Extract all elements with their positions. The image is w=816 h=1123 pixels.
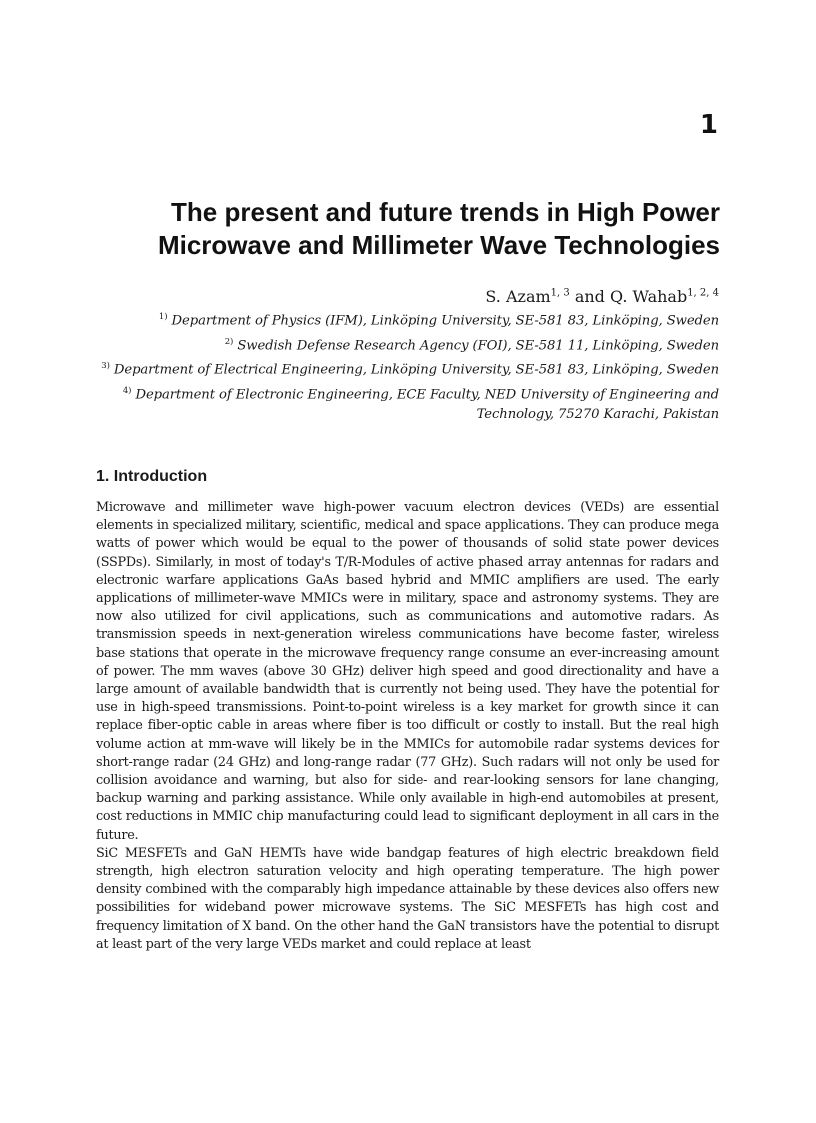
author-line <box>485 287 719 306</box>
author-name: Q. Wahab <box>610 287 688 306</box>
affiliation-text: Swedish Defense Research Agency (FOI), SE-581 11, Linköping, Sweden <box>237 337 719 353</box>
affiliations <box>96 307 719 426</box>
paragraph: SiC MESFETs and GaN HEMTs have wide bandgap features of high electric breakdown field strength, high electron saturation velocity and high operating temperature. The high power density combined with the comparably high impedance attainable by these devices also offers new possibilities for wideband power microwave systems. The SiC MESFETs has high cost and frequency limitation of X band. On the other hand the GaN transistors have the potential to disrupt at least part of the very large VEDs market and could replace at least <box>96 845 719 952</box>
author-name: S. Azam <box>485 287 551 306</box>
chapter-number: 1 <box>699 110 718 140</box>
title-line-1: The present and future trends in High Power <box>171 197 720 227</box>
affiliation-text: Department of Physics (IFM), Linköping University, SE-581 83, Linköping, Sweden <box>171 313 719 329</box>
affiliation-marker: 1) <box>158 312 168 322</box>
author-affiliation-marker: 1, 3 <box>550 287 570 299</box>
author-connector: and <box>569 287 611 306</box>
affiliation <box>96 356 719 381</box>
author-affiliation-marker: 1, 2, 4 <box>687 287 719 299</box>
paper-title <box>96 196 720 262</box>
affiliation-text: Department of Electrical Engineering, Linköping University, SE-581 83, Linköping, Sweden <box>113 362 719 378</box>
paragraph: Microwave and millimeter wave high-power vacuum electron devices (VEDs) are essential elements in specialized military, scientific, medical and space applications. They can produce mega watts of power which would be equal to the power of thousands of solid state power devices (SSPDs). Similarly, in most of today's T/R-Modules of active phased array antennas for radars and electronic warfare applications GaAs based hybrid and MMIC amplifiers are used. The early applications of millimeter-wave MMICs were in military, space and astronomy systems. They are now also utilized for civil applications, such as communications and automotive radars. As transmission speeds in next-generation wireless communications have become faster, wireless base stations that operate in the microwave frequency range consume an ever-increasing amount of power. The mm waves (above 30 GHz) deliver high speed and good directionality and have a large amount of available bandwidth that is currently not being used. They have the potential for use in high-speed transmissions. Point-to-point wireless is a key market for growth since it can replace fiber-optic cable in areas where fiber is too difficult or costly to install. But the real high volume action at mm-wave will likely be in the MMICs for automobile radar systems devices for short-range radar (24 GHz) and long-range radar (77 GHz). Such radars will not only be used for collision avoidance and warning, but also for side- and rear-looking sensors for lane changing, backup warning and parking assistance. While only available in high-end automobiles at present, cost reductions in MMIC chip manufacturing could lead to significant deployment in all cars in the future. <box>96 500 719 843</box>
affiliation <box>96 307 719 332</box>
affiliation-text: Department of Electronic Engineering, ECE Faculty, NED University of Engineering and Technology, 75270 Karachi, Pakistan <box>135 387 719 423</box>
affiliation-marker: 2) <box>224 336 234 347</box>
affiliation <box>96 332 719 357</box>
affiliation-marker: 4) <box>122 385 132 396</box>
title-line-2: Microwave and Millimeter Wave Technologies <box>157 230 720 260</box>
affiliation-marker: 3) <box>101 361 110 372</box>
body-text <box>96 499 719 954</box>
section-heading: 1. Introduction <box>96 468 208 485</box>
affiliation <box>96 381 719 426</box>
